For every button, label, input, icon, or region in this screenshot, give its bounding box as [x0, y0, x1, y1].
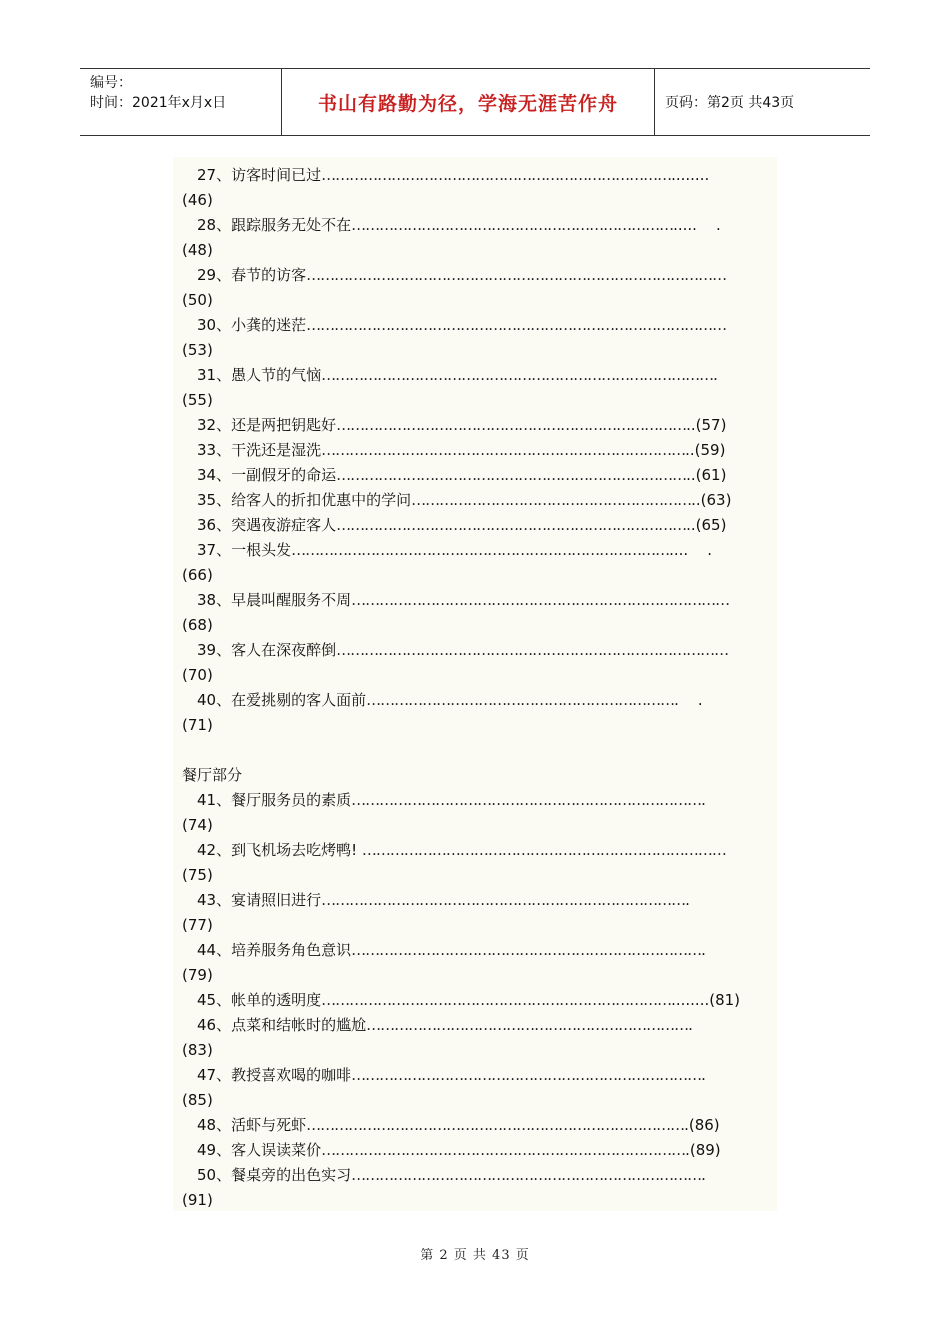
- toc-entry-tail: .: [713, 366, 718, 384]
- toc-leader-dots: ………………………………………………………………………………: [306, 266, 727, 284]
- toc-entry: [173, 463, 777, 488]
- toc-leader-dots: ……………………………………………………: [411, 491, 692, 509]
- toc-entry: [173, 888, 777, 913]
- toc-entry-tail: ..(65): [686, 516, 727, 534]
- toc-entry: [173, 513, 777, 538]
- toc-entry-title: 47、教授喜欢喝的咖啡: [197, 1066, 352, 1084]
- toc-entry-title: 42、到飞机场去吃烤鸭!: [197, 841, 362, 859]
- blank-line: [173, 738, 777, 763]
- toc-entry-tail: .: [701, 791, 706, 809]
- toc-entry-tail: .: [685, 891, 690, 909]
- toc-leader-dots: …………………………………………………………………: [351, 1166, 702, 1184]
- toc-entry-title: 27、访客时间已过: [197, 166, 322, 184]
- toc-entry-title: 44、培养服务角色意识: [197, 941, 352, 959]
- toc-section-heading: 餐厅部分: [182, 766, 243, 784]
- toc-entry: [173, 213, 777, 238]
- toc-page-number: (66): [182, 566, 213, 584]
- toc-leader-dots: ………………………………………………………………………: [291, 541, 670, 559]
- table-of-contents: [173, 157, 777, 1211]
- toc-leader-dots: ……………………………………………………………: [351, 216, 674, 234]
- toc-page-number: (77): [182, 916, 213, 934]
- toc-entry: [173, 988, 777, 1013]
- toc-leader-dots: …………………………………………………………………………: [336, 641, 729, 659]
- toc-leader-dots: ……………………………………………………………: [366, 1016, 689, 1034]
- toc-entry-title: 39、客人在深夜醉倒: [197, 641, 337, 659]
- toc-leader-dots: …………………………………………………………………………: [321, 366, 714, 384]
- toc-entry: [173, 413, 777, 438]
- toc-page-number: (46): [182, 191, 213, 209]
- toc-entry-title: 40、在爱挑剔的客人面前: [197, 691, 367, 709]
- toc-leader-dots: …………………………………………………………………: [321, 166, 672, 184]
- toc-page-number: (70): [182, 666, 213, 684]
- toc-entry-title: 34、一副假牙的命运: [197, 466, 337, 484]
- toc-entry-tail: .: [701, 1066, 706, 1084]
- toc-entry-title: 29、春节的访客: [197, 266, 307, 284]
- toc-leader-dots: …………………………………………………………: [366, 691, 675, 709]
- toc-entry: [173, 688, 777, 713]
- toc-leader-dots: ………………………………………………………………………: [306, 1116, 685, 1134]
- toc-entry: [173, 363, 777, 388]
- toc-entry-tail: .: [701, 1166, 706, 1184]
- toc-entry-tail: .: [688, 1016, 693, 1034]
- toc-page-number: (79): [182, 966, 213, 984]
- toc-entry: [173, 538, 777, 563]
- toc-entry-title: 36、突遇夜游症客人: [197, 516, 337, 534]
- toc-entry-title: 48、活虾与死虾: [197, 1116, 307, 1134]
- toc-entry-tail: ..(61): [686, 466, 727, 484]
- toc-entry: [173, 488, 777, 513]
- toc-leader-dots: ……………………………………………………………………: [321, 441, 686, 459]
- header-page-info: 页码：第2页 共43页: [665, 95, 795, 111]
- toc-entry-title: 43、宴请照旧进行: [197, 891, 322, 909]
- toc-leader-dots: ……………………………………………………………………: [321, 891, 686, 909]
- toc-entry: [173, 263, 777, 288]
- toc-leader-dots: ……………………………………………………………………: [321, 1141, 686, 1159]
- toc-entry-tail: ..(59): [685, 441, 726, 459]
- document-number-label: 编号：: [90, 75, 132, 91]
- toc-entry: [173, 1113, 777, 1138]
- toc-page-number: (48): [182, 241, 213, 259]
- toc-entry: [173, 163, 777, 188]
- toc-leader-dots: …………………………………………………………………: [351, 1066, 702, 1084]
- toc-page-number: (55): [182, 391, 213, 409]
- toc-entry-tail: ........(81): [671, 991, 741, 1009]
- toc-page-number: (85): [182, 1091, 213, 1109]
- page-footer: 第 2 页 共 43 页: [420, 1248, 530, 1263]
- toc-leader-dots: …………………………………………………………………: [336, 516, 687, 534]
- toc-entry: [173, 638, 777, 663]
- toc-page-number: (91): [182, 1191, 213, 1209]
- toc-entry: [173, 938, 777, 963]
- toc-page-number: (50): [182, 291, 213, 309]
- toc-entry-title: 50、餐桌旁的出色实习: [197, 1166, 352, 1184]
- toc-entry-title: 41、餐厅服务员的素质: [197, 791, 352, 809]
- toc-entry: [173, 313, 777, 338]
- toc-entry-title: 46、点菜和结帐时的尴尬: [197, 1016, 367, 1034]
- toc-page-number: (68): [182, 616, 213, 634]
- toc-entry: [173, 1138, 777, 1163]
- toc-entry-tail: ........: [671, 166, 710, 184]
- toc-leader-dots: …………………………………………………………………: [336, 416, 687, 434]
- toc-entry-tail: ..... .: [673, 216, 721, 234]
- toc-entry: [173, 438, 777, 463]
- toc-leader-dots: ………………………………………………………………………………: [306, 316, 727, 334]
- toc-entry-tail: .(86): [684, 1116, 720, 1134]
- toc-entry-title: 32、还是两把钥匙好: [197, 416, 337, 434]
- toc-entry-tail: .... .: [669, 541, 713, 559]
- header-motto: 书山有路勤为径，学海无涯苦作舟: [282, 69, 655, 135]
- toc-entry-tail: .(89): [685, 1141, 721, 1159]
- toc-entry: [173, 1013, 777, 1038]
- toc-page-number: (83): [182, 1041, 213, 1059]
- toc-entry-title: 28、跟踪服务无处不在: [197, 216, 352, 234]
- toc-leader-dots: …………………………………………………………………: [351, 791, 702, 809]
- toc-entry: [173, 788, 777, 813]
- toc-leader-dots: …………………………………………………………………: [336, 466, 687, 484]
- toc-entry-title: 45、帐单的透明度: [197, 991, 322, 1009]
- toc-entry: [173, 1163, 777, 1188]
- toc-entry: [173, 838, 777, 863]
- toc-page-number: (71): [182, 716, 213, 734]
- toc-page-number: (75): [182, 866, 213, 884]
- toc-entry-title: 33、干洗还是湿洗: [197, 441, 322, 459]
- toc-entry-title: 30、小龚的迷茫: [197, 316, 307, 334]
- toc-entry-tail: .: [701, 941, 706, 959]
- toc-entry: [173, 1063, 777, 1088]
- toc-entry-title: 37、一根头发: [197, 541, 292, 559]
- toc-entry-title: 31、愚人节的气恼: [197, 366, 322, 384]
- toc-entry-title: 38、早晨叫醒服务不周: [197, 591, 352, 609]
- page-header: [80, 68, 870, 136]
- toc-entry-tail: ..(63): [691, 491, 732, 509]
- toc-entry-title: 49、客人误读菜价: [197, 1141, 322, 1159]
- toc-leader-dots: …………………………………………………………………: [351, 941, 702, 959]
- header-meta: [80, 69, 282, 135]
- toc-entry: [173, 588, 777, 613]
- toc-entry-tail: . .: [674, 691, 703, 709]
- document-date: 时间：2021年x月x日: [90, 95, 227, 111]
- toc-leader-dots: ………………………………………………………………………: [351, 591, 730, 609]
- toc-entry-tail: ..(57): [686, 416, 727, 434]
- toc-leader-dots: ……………………………………………………………………: [361, 841, 726, 859]
- toc-entry-title: 35、给客人的折扣优惠中的学问: [197, 491, 412, 509]
- toc-page-number: (74): [182, 816, 213, 834]
- toc-page-number: (53): [182, 341, 213, 359]
- toc-leader-dots: …………………………………………………………………: [321, 991, 672, 1009]
